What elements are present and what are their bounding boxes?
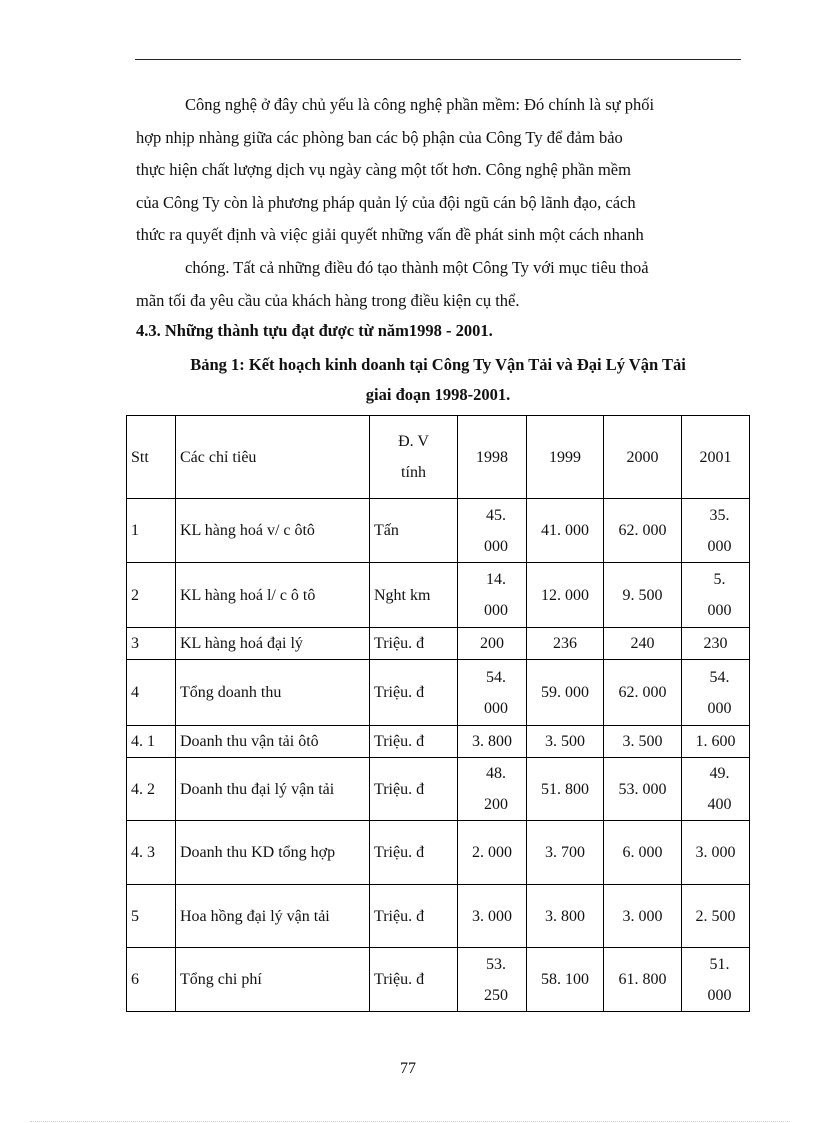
row-indicator: Hoa hồng đại lý vận tải — [176, 885, 370, 948]
paragraph-line: Công nghệ ở đây chủ yếu là công nghệ phần mềm: Đó chính là sự phối — [185, 95, 655, 114]
header-unit-line: tính — [401, 464, 426, 481]
header-year: 2001 — [682, 416, 750, 499]
row-value-2001: 35. 000 — [682, 499, 750, 563]
caption-line: Bảng 1: Kết hoạch kinh doanh tại Công Ty Vận Tải và Đại Lý Vận Tải — [190, 355, 686, 374]
row-value-1998: 53. 250 — [458, 948, 527, 1012]
row-stt: 4. 2 — [127, 758, 176, 821]
row-value-2001: 51. 000 — [682, 948, 750, 1012]
table-row — [127, 948, 750, 1012]
row-value-2001: 5. 000 — [682, 563, 750, 628]
row-value-2000: 61. 800 — [604, 948, 682, 1012]
row-unit: Nght km — [370, 563, 458, 628]
header-rule — [135, 59, 741, 60]
table-row — [127, 885, 750, 948]
row-unit: Triệu. đ — [370, 948, 458, 1012]
row-value-1999: 59. 000 — [527, 660, 604, 726]
row-stt: 4. 1 — [127, 726, 176, 758]
table-caption — [136, 350, 740, 410]
header-unit — [370, 416, 458, 499]
row-indicator: Tổng doanh thu — [176, 660, 370, 726]
row-value-2000: 53. 000 — [604, 758, 682, 821]
row-value-1998: 48. 200 — [458, 758, 527, 821]
row-indicator: Doanh thu KD tổng hợp — [176, 821, 370, 885]
row-unit: Triệu. đ — [370, 726, 458, 758]
table-row — [127, 499, 750, 563]
row-value-2000: 6. 000 — [604, 821, 682, 885]
row-value-2000: 62. 000 — [604, 499, 682, 563]
row-value-2001: 3. 000 — [682, 821, 750, 885]
row-value-1999: 12. 000 — [527, 563, 604, 628]
row-stt: 4. 3 — [127, 821, 176, 885]
row-stt: 3 — [127, 628, 176, 660]
row-value-1999: 51. 800 — [527, 758, 604, 821]
business-plan-table — [126, 415, 750, 1012]
row-value-1999: 3. 700 — [527, 821, 604, 885]
header-year: 1998 — [458, 416, 527, 499]
row-indicator: Doanh thu vận tải ôtô — [176, 726, 370, 758]
body-paragraph — [136, 89, 740, 252]
header-year: 2000 — [604, 416, 682, 499]
paragraph-line: thức ra quyết định và việc giải quyết những vấn đề phát sinh một cách nhanh — [136, 225, 644, 245]
header-stt: Stt — [127, 416, 176, 499]
row-value-1998: 14. 000 — [458, 563, 527, 628]
row-value-1999: 58. 100 — [527, 948, 604, 1012]
row-value-1998: 2. 000 — [458, 821, 527, 885]
row-value-2000: 240 — [604, 628, 682, 660]
row-stt: 5 — [127, 885, 176, 948]
row-indicator: KL hàng hoá l/ c ô tô — [176, 563, 370, 628]
row-value-1999: 236 — [527, 628, 604, 660]
row-unit: Triệu. đ — [370, 885, 458, 948]
paragraph-line: chóng. Tất cả những điều đó tạo thành một Công Ty với mục tiêu thoả — [185, 258, 649, 277]
header-indicator: Các chỉ tiêu — [176, 416, 370, 499]
header-unit-line: Đ. V — [398, 433, 429, 450]
table-row — [127, 660, 750, 726]
row-stt: 2 — [127, 563, 176, 628]
body-paragraph-continued — [136, 252, 740, 317]
paragraph-line: của Công Ty còn là phương pháp quản lý của đội ngũ cán bộ lãnh đạo, cách — [136, 192, 636, 212]
row-unit: Triệu. đ — [370, 821, 458, 885]
row-value-2001: 54. 000 — [682, 660, 750, 726]
row-stt: 4 — [127, 660, 176, 726]
row-value-2000: 3. 500 — [604, 726, 682, 758]
row-unit: Triệu. đ — [370, 758, 458, 821]
row-indicator: Tổng chi phí — [176, 948, 370, 1012]
caption-line: giai đoạn 1998-2001. — [365, 385, 511, 404]
row-unit: Tấn — [370, 499, 458, 563]
row-value-1998: 200 — [458, 628, 527, 660]
row-value-1999: 3. 500 — [527, 726, 604, 758]
paragraph-line: hợp nhịp nhàng giữa các phòng ban các bộ phận của Công Ty để đảm bảo — [136, 127, 623, 147]
table-row — [127, 821, 750, 885]
row-unit: Triệu. đ — [370, 660, 458, 726]
row-stt: 6 — [127, 948, 176, 1012]
row-value-1998: 3. 000 — [458, 885, 527, 948]
paragraph-line: mãn tối đa yêu cầu của khách hàng trong điều kiện cụ thể. — [136, 290, 520, 310]
row-value-1998: 54. 000 — [458, 660, 527, 726]
table-row — [127, 726, 750, 758]
row-unit: Triệu. đ — [370, 628, 458, 660]
row-value-1999: 3. 800 — [527, 885, 604, 948]
row-value-2001: 2. 500 — [682, 885, 750, 948]
row-value-2000: 3. 000 — [604, 885, 682, 948]
page-bottom-rule — [30, 1121, 790, 1122]
row-indicator: KL hàng hoá đại lý — [176, 628, 370, 660]
table-row — [127, 628, 750, 660]
row-value-1998: 3. 800 — [458, 726, 527, 758]
paragraph-line: thực hiện chất lượng dịch vụ ngày càng một tốt hơn. Công nghệ phần mềm — [136, 160, 631, 180]
row-value-1998: 45. 000 — [458, 499, 527, 563]
table-header-row — [127, 416, 750, 499]
row-value-2001: 49. 400 — [682, 758, 750, 821]
page-number: 77 — [400, 1060, 416, 1077]
row-value-2000: 62. 000 — [604, 660, 682, 726]
row-value-2001: 230 — [682, 628, 750, 660]
row-value-2001: 1. 600 — [682, 726, 750, 758]
header-year: 1999 — [527, 416, 604, 499]
row-value-2000: 9. 500 — [604, 563, 682, 628]
table-row — [127, 563, 750, 628]
row-indicator: KL hàng hoá v/ c ôtô — [176, 499, 370, 563]
row-stt: 1 — [127, 499, 176, 563]
table-row — [127, 758, 750, 821]
section-heading: 4.3. Những thành tựu đạt được từ năm1998 - 2001. — [136, 321, 493, 340]
row-indicator: Doanh thu đại lý vận tải — [176, 758, 370, 821]
row-value-1999: 41. 000 — [527, 499, 604, 563]
